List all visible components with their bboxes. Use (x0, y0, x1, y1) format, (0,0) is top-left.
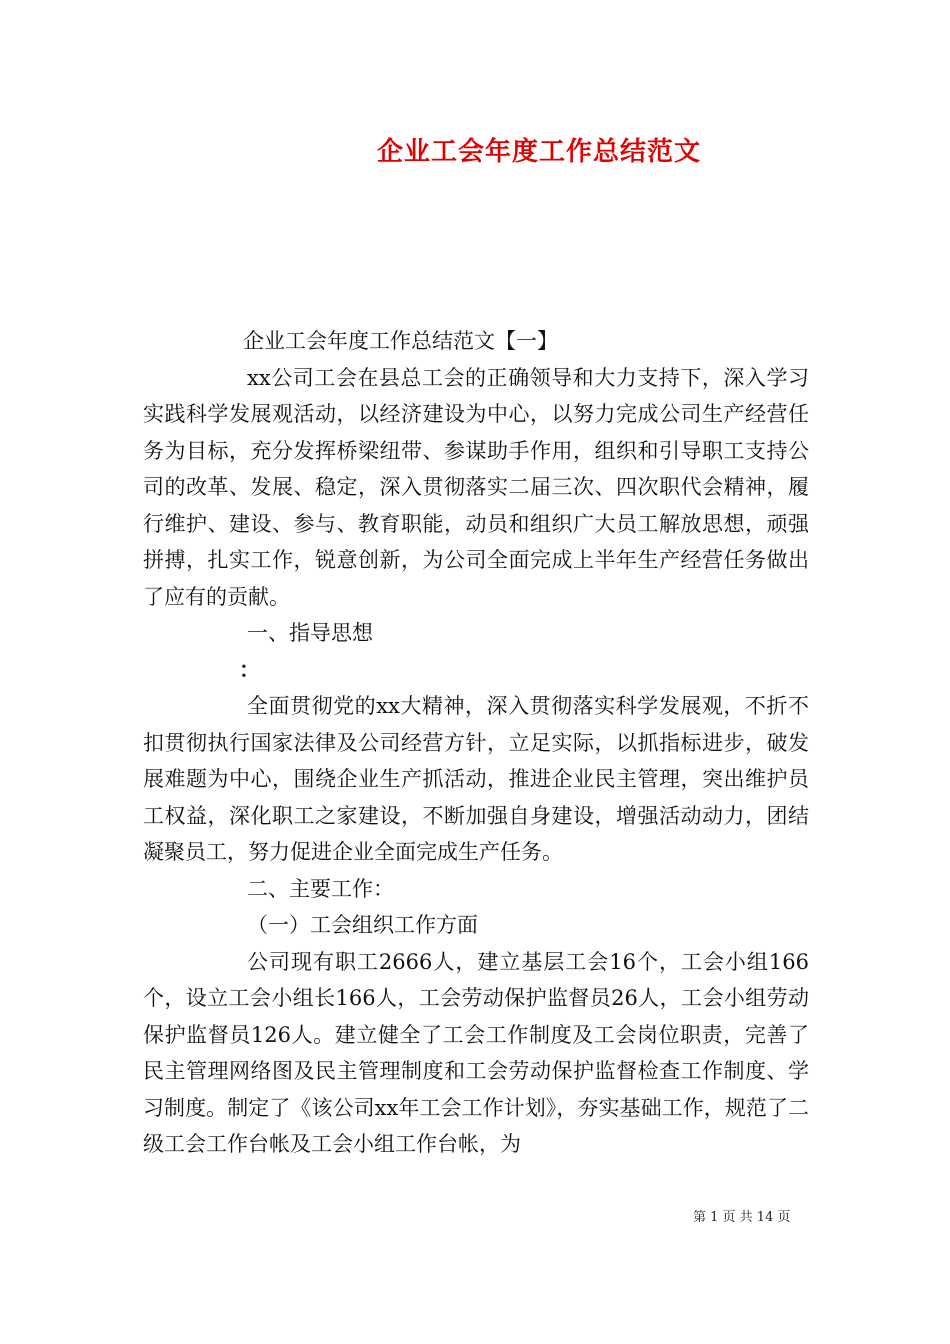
heading-main-work: 二、主要工作： (247, 876, 394, 901)
heading-guiding-thought: 一、指导思想 (247, 621, 373, 645)
subheading-org-work: （一）工会组织工作方面 (247, 913, 478, 937)
intro-paragraph: xx公司工会在县总工会的正确领导和大力支持下，深入学习实践科学发展观活动，以经济建设为中心，以努力完成公司生产经营任务为目标，充分发挥桥梁纽带、参谋助手作用，组织和引导职工支持公司的改革、发展、稳定，深入贯彻落实二届三次、四次职代会精神，履行维护、建设、参与、教育职能，动员和组织广大员工解放思想，顽强拼搏，扎实工作，锐意创新，为公司全面完成上半年生产经营任务做出了应有的贡献。 (143, 365, 809, 609)
section-heading: 企业工会年度工作总结范文【一】 (243, 329, 558, 353)
guiding-paragraph: 全面贯彻党的xx大精神，深入贯彻落实科学发展观，不折不扣贯彻执行国家法律及公司经营方针，立足实际，以抓指标进步，破发展难题为中心，围绕企业生产抓活动，推进企业民主管理，突出维护员工权益，深化职工之家建设，不断加强自身建设，增强活动动力，团结凝聚员工，努力促进企业全面完成生产任务。 (143, 694, 809, 864)
colon-mark: ： (239, 656, 260, 682)
org-work-paragraph: 公司现有职工2666人，建立基层工会16个，工会小组166个，设立工会小组长166人，工会劳动保护监督员26人，工会小组劳动保护监督员126人。建立健全了工会工作制度及工会岗位职责，完善了民主管理网络图及民主管理制度和工会劳动保护监督检查工作制度、学习制度。制定了《该公司xx年工会工作计划》，夯实基础工作，规范了二级工会工作台帐及工会小组工作台帐，为 (143, 949, 809, 1156)
page-footer: 第 1 页 共 14 页 (693, 1210, 791, 1225)
document-title: 企业工会年度工作总结范文 (376, 137, 701, 167)
document-body (143, 323, 809, 1163)
